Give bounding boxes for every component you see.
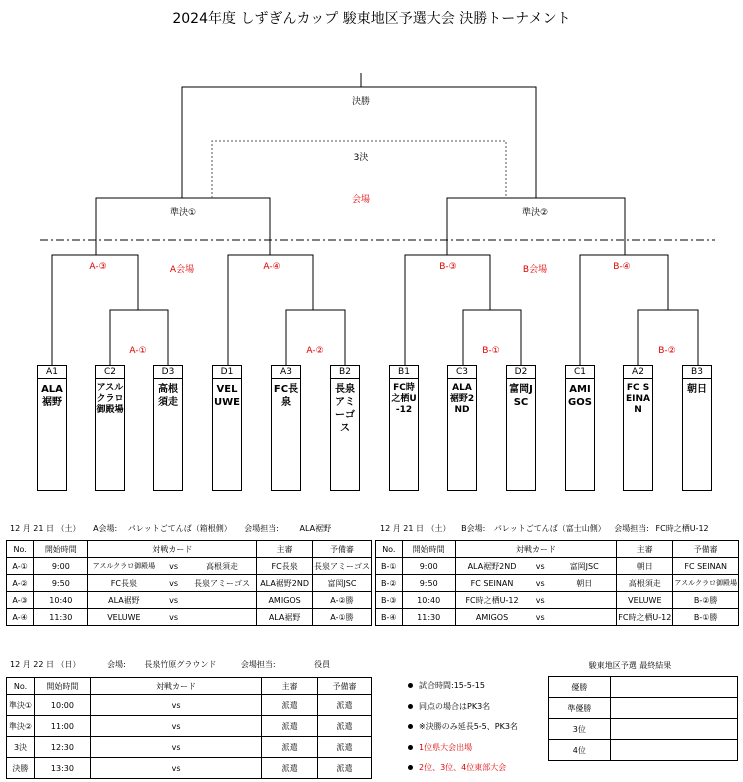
table-row: 準決① 10:00 vs 派遣 派遣 [7, 695, 372, 716]
table-row: B-② 9:50 FC SEINAN vs 朝日 高根須走 アスルクラロ御殿場 [376, 575, 739, 592]
day1-b-header [380, 523, 709, 534]
col-match: 対戦カード [90, 678, 261, 695]
result-row: 準優勝 [549, 698, 738, 719]
team-box-c2 [95, 365, 125, 491]
team-name: FC長泉 [273, 384, 299, 408]
day1-b-table [375, 540, 739, 626]
team-code: B2 [331, 366, 359, 379]
team-name: FC SEINAN [626, 383, 650, 415]
col-referee: 主審 [257, 541, 313, 558]
table-row: 3決 12:30 vs 派遣 派遣 [7, 737, 372, 758]
team-name: 長泉アミーゴス [335, 384, 355, 434]
col-match: 対戦カード [455, 541, 617, 558]
team-box-b2 [330, 365, 360, 491]
manager-label: 会場担当: [240, 660, 276, 669]
team-box-a1 [37, 365, 67, 491]
col-sub-referee: 予備審 [673, 541, 739, 558]
a-venue-label: A会場 [169, 265, 195, 275]
team-box-b3 [682, 365, 712, 491]
day1-a-table [6, 540, 372, 626]
bullet-icon [408, 745, 413, 750]
manager-name: 役員 [314, 660, 331, 669]
team-code: D2 [507, 366, 535, 379]
team-code: C1 [566, 366, 594, 379]
col-sub-referee: 予備審 [318, 678, 372, 695]
team-code: B3 [683, 366, 711, 379]
results-table [548, 676, 738, 761]
team-name: VELUWE [214, 384, 240, 408]
note-item: 1位県大会出場 [408, 742, 472, 753]
page-title: 2024年度 しずぎんカップ 駿東地区予選大会 決勝トーナメント [172, 11, 571, 27]
bullet-icon [408, 704, 413, 709]
date: 12 月 21 日 （土） [10, 524, 81, 533]
venue-label: 会場: [107, 660, 126, 669]
match-a4-label: A-④ [263, 262, 281, 272]
match-a3-label: A-③ [89, 262, 107, 272]
venue-name: パレットごてんば（箱根側） [127, 524, 232, 533]
team-name: ALA裾野 [41, 384, 63, 408]
col-no: No. [376, 541, 403, 558]
match-b2-label: B-② [658, 346, 676, 356]
col-match: 対戦カード [88, 541, 257, 558]
venue-name: パレットごてんば（富士山側） [493, 524, 606, 533]
note-item: 試合時間:15-5-15 [408, 680, 485, 691]
manager-label: 会場担当: [244, 524, 279, 533]
col-referee: 主審 [262, 678, 318, 695]
match-b4-label: B-④ [613, 262, 631, 272]
team-name: AMIGOS [568, 384, 592, 408]
table-header-row [376, 541, 739, 558]
col-start: 開始時間 [34, 541, 88, 558]
team-box-a3 [271, 365, 301, 491]
col-no: No. [7, 678, 35, 695]
team-code: A1 [38, 366, 66, 379]
table-row: B-④ 11:30 AMIGOS vs FC時之栖U-12 B-①勝 [376, 609, 739, 626]
table-row: 決勝 13:30 vs 派遣 派遣 [7, 758, 372, 779]
table-header-row [7, 678, 372, 695]
b-venue-label: B会場 [522, 265, 548, 275]
team-box-d2 [506, 365, 536, 491]
col-start: 開始時間 [402, 541, 455, 558]
table-row: B-① 9:00 ALA裾野2ND vs 富岡JSC 朝日 FC SEINAN [376, 558, 739, 575]
team-name: ALA裾野2ND [449, 383, 475, 415]
semi2-label: 準決② [521, 208, 549, 218]
result-row: 4位 [549, 740, 738, 761]
day2-table [6, 677, 372, 779]
team-name: 朝日 [687, 384, 707, 395]
match-b3-label: B-③ [439, 262, 457, 272]
third-place-label: 3決 [353, 153, 369, 163]
team-code: D3 [154, 366, 182, 379]
bullet-icon [408, 765, 413, 770]
team-code: D1 [213, 366, 241, 379]
team-name: 高根須走 [158, 384, 178, 408]
date: 12 月 21 日 （土） [380, 524, 451, 533]
match-b1-label: B-① [482, 346, 500, 356]
table-header-row [7, 541, 372, 558]
results-title: 駿東地区予選 最終結果 [588, 661, 672, 670]
team-code: A3 [272, 366, 300, 379]
team-code: C3 [448, 366, 476, 379]
venue-name: 長泉竹原グラウンド [144, 660, 217, 669]
col-referee: 主審 [617, 541, 673, 558]
table-row: A-③ 10:40 ALA裾野 vs AMIGOS A-②勝 [7, 592, 372, 609]
team-name: アスルクラロ御殿場 [96, 383, 124, 415]
venue-label: 会場 [351, 195, 370, 205]
bullet-icon [408, 724, 413, 729]
team-box-d1 [212, 365, 242, 491]
team-box-b1 [389, 365, 419, 491]
note-item: ※決勝のみ延長5-5、PK3名 [408, 721, 518, 732]
date: 12 月 22 日 （日） [10, 660, 81, 669]
col-start: 開始時間 [34, 678, 90, 695]
result-row: 優勝 [549, 677, 738, 698]
table-row: A-④ 11:30 VELUWE vs ALA裾野 A-①勝 [7, 609, 372, 626]
team-name: FC時之栖U-12 [391, 383, 417, 415]
match-a2-label: A-② [306, 346, 324, 356]
team-box-c3 [447, 365, 477, 491]
col-sub-referee: 予備審 [312, 541, 371, 558]
team-box-c1 [565, 365, 595, 491]
note-item: 2位、3位、4位東部大会 [408, 762, 506, 773]
col-no: No. [7, 541, 34, 558]
team-code: B1 [390, 366, 418, 379]
match-a1-label: A-① [129, 346, 147, 356]
note-item: 同点の場合はPK3名 [408, 701, 490, 712]
table-row: 準決② 11:00 vs 派遣 派遣 [7, 716, 372, 737]
team-name: 富岡JSC [509, 384, 533, 408]
team-box-a2 [623, 365, 653, 491]
table-row: A-① 9:00 アスルクラロ御殿場 vs 高根須走 FC長泉 長泉アミーゴス [7, 558, 372, 575]
bullet-icon [408, 683, 413, 688]
day1-a-header [10, 523, 331, 534]
semi1-label: 準決① [169, 208, 197, 218]
result-row: 3位 [549, 719, 738, 740]
team-box-d3 [153, 365, 183, 491]
venue-label: A会場: [93, 524, 118, 533]
day2-header [10, 659, 330, 670]
venue-label: B会場: [461, 524, 486, 533]
team-code: C2 [96, 366, 124, 379]
manager-name: ALA裾野 [299, 524, 332, 533]
table-row: B-③ 10:40 FC時之栖U-12 vs VELUWE B-②勝 [376, 592, 739, 609]
manager-name: FC時之栖U-12 [655, 524, 709, 533]
table-row: A-② 9:50 FC長泉 vs 長泉アミーゴス ALA裾野2ND 富岡JSC [7, 575, 372, 592]
final-label: 決勝 [351, 97, 370, 107]
team-code: A2 [624, 366, 652, 379]
manager-label: 会場担当: [614, 524, 649, 533]
